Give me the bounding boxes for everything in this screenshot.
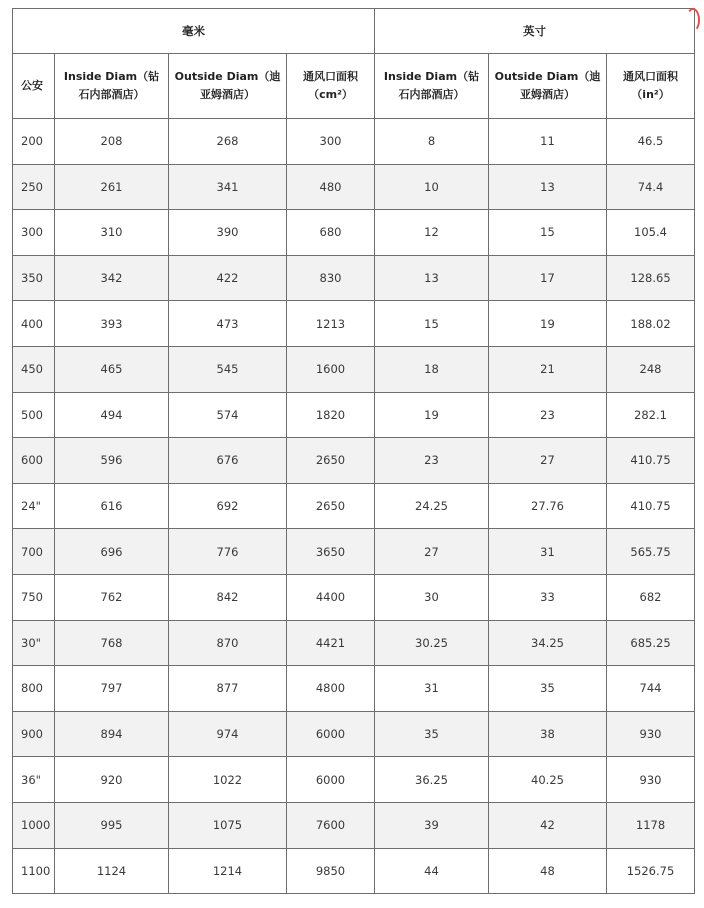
cell-in-area: 105.4 [607,210,695,256]
cell-mm-area: 7600 [287,802,375,848]
cell-in-inside: 35 [375,711,489,757]
table-row [13,119,695,165]
cell-mm-outside: 776 [169,529,287,575]
cell-size: 1000 [13,802,55,848]
cell-mm-outside: 842 [169,574,287,620]
table-row [13,620,695,666]
cell-in-outside: 11 [489,119,607,165]
cell-in-area: 1178 [607,802,695,848]
column-header-mm-outside: Outside Diam（迪亚姆酒店） [169,54,287,119]
cell-size: 30" [13,620,55,666]
cell-in-area: 248 [607,346,695,392]
cell-in-outside: 19 [489,301,607,347]
column-header-in-outside: Outside Diam（迪亚姆酒店） [489,54,607,119]
cell-in-area: 1526.75 [607,848,695,894]
cell-mm-inside: 261 [55,164,169,210]
cell-in-outside: 21 [489,346,607,392]
cell-in-outside: 27.76 [489,483,607,529]
cell-mm-area: 1213 [287,301,375,347]
cell-mm-inside: 1124 [55,848,169,894]
cell-size: 300 [13,210,55,256]
table-row [13,848,695,894]
table-row [13,301,695,347]
cell-mm-inside: 920 [55,757,169,803]
table-row [13,483,695,529]
cell-in-inside: 31 [375,666,489,712]
cell-in-outside: 48 [489,848,607,894]
cell-in-outside: 31 [489,529,607,575]
table-body [13,119,695,894]
cell-mm-area: 680 [287,210,375,256]
cell-mm-outside: 692 [169,483,287,529]
cell-in-inside: 18 [375,346,489,392]
cell-size: 1100 [13,848,55,894]
cell-mm-outside: 1214 [169,848,287,894]
cell-size: 700 [13,529,55,575]
cell-mm-outside: 974 [169,711,287,757]
cell-mm-outside: 676 [169,438,287,484]
cell-in-area: 930 [607,711,695,757]
table-row [13,757,695,803]
column-header-in-inside: Inside Diam（钻石内部酒店） [375,54,489,119]
cell-mm-outside: 341 [169,164,287,210]
cell-mm-inside: 310 [55,210,169,256]
cell-mm-inside: 696 [55,529,169,575]
cell-size: 24" [13,483,55,529]
cell-mm-area: 9850 [287,848,375,894]
column-header-row [13,54,695,119]
cell-in-outside: 27 [489,438,607,484]
table-row [13,802,695,848]
cell-mm-area: 6000 [287,757,375,803]
cell-size: 350 [13,255,55,301]
cell-in-area: 46.5 [607,119,695,165]
cell-mm-area: 4421 [287,620,375,666]
cell-mm-outside: 877 [169,666,287,712]
cell-mm-area: 1600 [287,346,375,392]
cell-mm-inside: 894 [55,711,169,757]
cell-size: 250 [13,164,55,210]
cell-size: 36" [13,757,55,803]
cell-in-inside: 12 [375,210,489,256]
cell-mm-inside: 494 [55,392,169,438]
cell-in-inside: 8 [375,119,489,165]
table-row [13,164,695,210]
column-header-size: 公安 [13,54,55,119]
cell-size: 600 [13,438,55,484]
cell-mm-inside: 208 [55,119,169,165]
table-row [13,255,695,301]
column-header-mm-inside: Inside Diam（钻石内部酒店） [55,54,169,119]
table-row [13,666,695,712]
cell-mm-outside: 473 [169,301,287,347]
table-row [13,210,695,256]
cell-in-inside: 36.25 [375,757,489,803]
cell-mm-inside: 797 [55,666,169,712]
cell-size: 750 [13,574,55,620]
cell-in-inside: 19 [375,392,489,438]
cell-in-area: 410.75 [607,483,695,529]
cell-in-inside: 13 [375,255,489,301]
cell-mm-outside: 390 [169,210,287,256]
cell-in-area: 188.02 [607,301,695,347]
group-header-row [13,9,695,54]
cell-in-outside: 35 [489,666,607,712]
cell-in-outside: 23 [489,392,607,438]
cell-mm-outside: 1022 [169,757,287,803]
cell-mm-area: 3650 [287,529,375,575]
group-header-inch: 英寸 [375,9,695,54]
column-header-mm-area: 通风口面积 （cm²） [287,54,375,119]
cell-in-area: 930 [607,757,695,803]
cell-in-area: 565.75 [607,529,695,575]
cell-in-inside: 24.25 [375,483,489,529]
cell-in-outside: 40.25 [489,757,607,803]
cell-mm-inside: 616 [55,483,169,529]
cell-in-inside: 30.25 [375,620,489,666]
cell-mm-area: 4800 [287,666,375,712]
cell-in-outside: 34.25 [489,620,607,666]
cell-in-area: 682 [607,574,695,620]
cell-in-inside: 15 [375,301,489,347]
cell-size: 400 [13,301,55,347]
table-header [13,9,695,119]
cell-size: 450 [13,346,55,392]
cell-mm-inside: 393 [55,301,169,347]
cell-mm-outside: 422 [169,255,287,301]
cell-in-area: 744 [607,666,695,712]
group-header-mm: 毫米 [13,9,375,54]
cell-mm-area: 300 [287,119,375,165]
cell-in-outside: 38 [489,711,607,757]
cell-size: 900 [13,711,55,757]
cell-mm-area: 6000 [287,711,375,757]
cell-size: 500 [13,392,55,438]
cell-in-outside: 42 [489,802,607,848]
cell-in-area: 74.4 [607,164,695,210]
duct-size-table-container [12,8,694,894]
cell-mm-inside: 596 [55,438,169,484]
cell-mm-area: 1820 [287,392,375,438]
cell-in-inside: 30 [375,574,489,620]
table-row [13,574,695,620]
cell-mm-inside: 342 [55,255,169,301]
cell-size: 800 [13,666,55,712]
duct-size-table [12,8,695,894]
cell-mm-area: 2650 [287,483,375,529]
table-row [13,346,695,392]
cell-mm-outside: 268 [169,119,287,165]
cell-in-inside: 10 [375,164,489,210]
cell-in-area: 410.75 [607,438,695,484]
cell-mm-outside: 870 [169,620,287,666]
table-row [13,392,695,438]
column-header-in-area: 通风口面积 （in²） [607,54,695,119]
cell-in-area: 128.65 [607,255,695,301]
cell-mm-area: 480 [287,164,375,210]
cell-in-outside: 33 [489,574,607,620]
cell-mm-inside: 995 [55,802,169,848]
cell-in-outside: 17 [489,255,607,301]
cell-in-inside: 23 [375,438,489,484]
cell-size: 200 [13,119,55,165]
cell-mm-area: 830 [287,255,375,301]
cell-mm-inside: 762 [55,574,169,620]
cell-in-area: 685.25 [607,620,695,666]
table-row [13,711,695,757]
cell-in-outside: 15 [489,210,607,256]
cell-mm-inside: 465 [55,346,169,392]
table-row [13,438,695,484]
cell-in-inside: 44 [375,848,489,894]
cell-in-outside: 13 [489,164,607,210]
cell-mm-outside: 574 [169,392,287,438]
cell-mm-outside: 1075 [169,802,287,848]
cell-mm-area: 4400 [287,574,375,620]
cell-mm-area: 2650 [287,438,375,484]
table-row [13,529,695,575]
cell-in-area: 282.1 [607,392,695,438]
red-arc-mark [686,8,700,32]
cell-mm-inside: 768 [55,620,169,666]
cell-mm-outside: 545 [169,346,287,392]
cell-in-inside: 27 [375,529,489,575]
cell-in-inside: 39 [375,802,489,848]
